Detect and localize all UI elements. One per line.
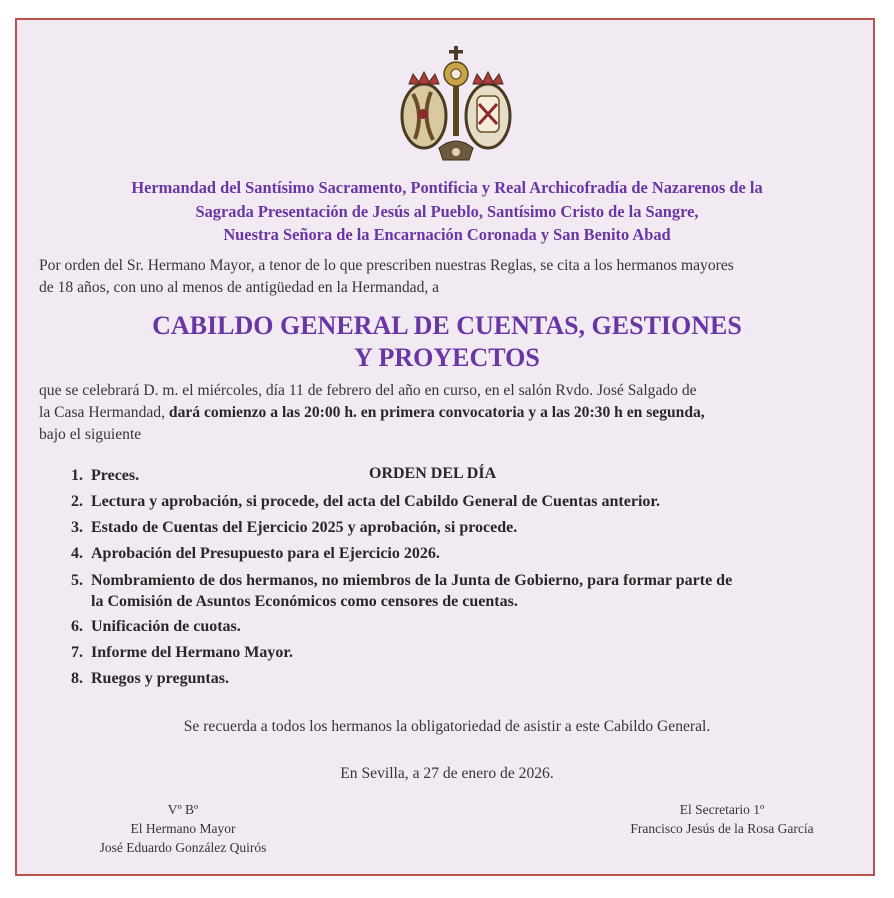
agenda-item-number: 8.	[71, 670, 83, 687]
details-line-2	[39, 402, 859, 424]
agenda-item	[71, 489, 871, 515]
agenda-item-number: 7.	[71, 644, 83, 661]
agenda-item-text: Preces.	[91, 467, 140, 484]
signature-president-role: El Hermano Mayor	[130, 821, 236, 836]
agenda-item-number: 3.	[71, 519, 83, 536]
intro-line-2: de 18 años, con uno al menos de antigüedad en la Hermandad, a	[39, 279, 440, 296]
agenda-item	[71, 570, 871, 612]
agenda-item	[71, 541, 871, 567]
details-line-2-plain: la Casa Hermandad,	[39, 404, 169, 421]
agenda-item-number: 2.	[71, 493, 83, 510]
details-line-3: bajo el siguiente	[39, 426, 142, 443]
agenda-item-text: Unificación de cuotas.	[91, 618, 241, 635]
agenda-item-text: Nombramiento de dos hermanos, no miembros de la Junta de Gobierno, para formar parte de	[91, 572, 733, 589]
agenda-item-text: Lectura y aprobación, si procede, del acta del Cabildo General de Cuentas anterior.	[91, 493, 661, 510]
agenda-item-text: Estado de Cuentas del Ejercicio 2025 y aprobación, si procede.	[91, 519, 518, 536]
agenda-item-text-continued: la Comisión de Asuntos Económicos como censores de cuentas.	[91, 593, 518, 610]
agenda-item	[71, 666, 871, 692]
details-line-1: que se celebrará D. m. el miércoles, día 11 de febrero del año en curso, en el salón Rvdo. José Salgado de	[39, 382, 697, 399]
signature-secretary-role: El Secretario 1º	[679, 802, 765, 817]
signature-president	[53, 800, 313, 857]
signature-president-approval: Vº Bº	[167, 802, 199, 817]
agenda-item-text: Informe del Hermano Mayor.	[91, 644, 294, 661]
notice-card	[15, 18, 875, 876]
brotherhood-name	[17, 176, 877, 247]
agenda-item-text: Aprobación del Presupuesto para el Ejercicio 2026.	[91, 545, 440, 562]
agenda-item	[71, 515, 871, 541]
place-and-date: En Sevilla, a 27 de enero de 2026.	[340, 765, 554, 782]
agenda-item	[71, 614, 871, 640]
intro-line-1: Por orden del Sr. Hermano Mayor, a tenor de lo que prescriben nuestras Reglas, se cita a los hermanos mayores	[39, 257, 734, 274]
brotherhood-name-line-2: Sagrada Presentación de Jesús al Pueblo, Santísimo Cristo de la Sangre,	[195, 201, 699, 221]
agenda-item-number: 6.	[71, 618, 83, 635]
attendance-reminder: Se recuerda a todos los hermanos la obligatoriedad de asistir a este Cabildo General.	[183, 718, 711, 735]
meeting-title-line-1: CABILDO GENERAL DE CUENTAS, GESTIONES	[152, 311, 742, 340]
meeting-title	[17, 310, 877, 374]
agenda-item-number: 4.	[71, 545, 83, 562]
agenda-item-number: 1.	[71, 467, 83, 484]
signature-secretary	[592, 800, 852, 838]
agenda-item-text: Ruegos y preguntas.	[91, 670, 229, 687]
brotherhood-name-line-1: Hermandad del Santísimo Sacramento, Pontificia y Real Archicofradía de Nazarenos de la	[131, 178, 763, 197]
agenda-item	[71, 640, 871, 666]
agenda-heading: ORDEN DEL DÍA	[369, 465, 497, 482]
agenda-item	[71, 463, 871, 489]
agenda-item-number: 5.	[71, 572, 83, 589]
details-line-2-bold: dará comienzo a las 20:00 h. en primera convocatoria y a las 20:30 h en segunda,	[168, 404, 705, 421]
agenda-list	[71, 463, 871, 692]
meeting-details	[39, 380, 859, 446]
meeting-title-line-2: Y PROYECTOS	[354, 343, 540, 372]
intro-paragraph	[39, 255, 859, 299]
brotherhood-name-line-3: Nuestra Señora de la Encarnación Coronada y San Benito Abad	[223, 225, 671, 244]
signature-president-name: José Eduardo González Quirós	[99, 840, 267, 855]
brotherhood-coat-of-arms-icon	[391, 44, 521, 166]
signature-secretary-name: Francisco Jesús de la Rosa García	[630, 821, 814, 836]
